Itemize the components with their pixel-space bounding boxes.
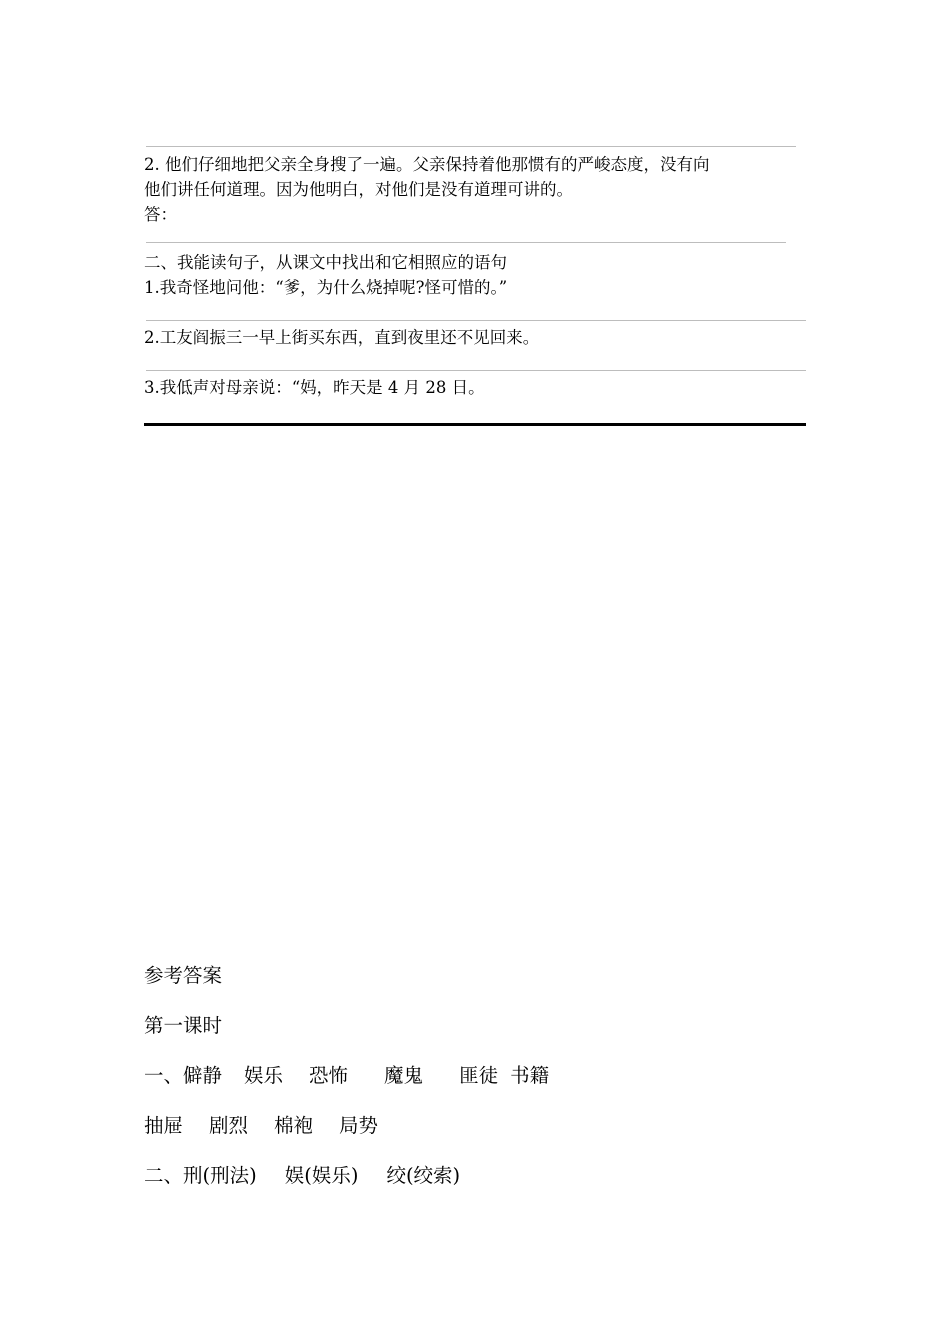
answer-line (146, 370, 806, 371)
answer-row-2 (144, 1112, 378, 1140)
sentence-1: 1.我奇怪地问他：“爹，为什么烧掉呢?怪可惜的。” (144, 278, 508, 297)
answer-word: 二、刑(刑法) (144, 1164, 257, 1187)
answer-word: 绞(绞索) (386, 1164, 461, 1187)
answer-line (146, 146, 796, 147)
answer-line (146, 242, 786, 243)
answer-word: 棉袍 (274, 1114, 314, 1137)
sentence-2: 2.工友阎振三一早上街买东西，直到夜里还不见回来。 (144, 328, 540, 347)
answer-line (146, 320, 806, 321)
answer-word: 局势 (339, 1114, 379, 1137)
sentence-3: 3.我低声对母亲说：“妈，昨天是 4 月 28 日。 (144, 378, 485, 397)
answer-row-3 (144, 1162, 460, 1190)
section-divider (144, 423, 806, 426)
answer-word: 魔鬼 (384, 1064, 424, 1087)
answers-title: 参考答案 (144, 964, 223, 987)
answer-word: 娱乐 (244, 1064, 284, 1087)
lesson-title: 第一课时 (144, 1014, 223, 1037)
answer-word: 书籍 (510, 1064, 550, 1087)
question-2-line-1: 2. 他们仔细地把父亲全身搜了一遍。父亲保持着他那惯有的严峻态度，没有向 (144, 155, 710, 174)
section-2-title: 二、我能读句子，从课文中找出和它相照应的语句 (144, 253, 507, 272)
answer-word: 娱(娱乐) (284, 1164, 359, 1187)
answer-word: 抽屉 (144, 1114, 184, 1137)
answer-word: 恐怖 (309, 1064, 349, 1087)
answer-label: 答： (144, 205, 177, 224)
answer-word: 匪徒 (459, 1064, 499, 1087)
answer-row-1 (144, 1062, 549, 1090)
question-2-line-2: 他们讲任何道理。因为他明白，对他们是没有道理可讲的。 (144, 180, 573, 199)
answer-word: 剧烈 (209, 1114, 249, 1137)
answer-word: 一、僻静 (144, 1064, 223, 1087)
